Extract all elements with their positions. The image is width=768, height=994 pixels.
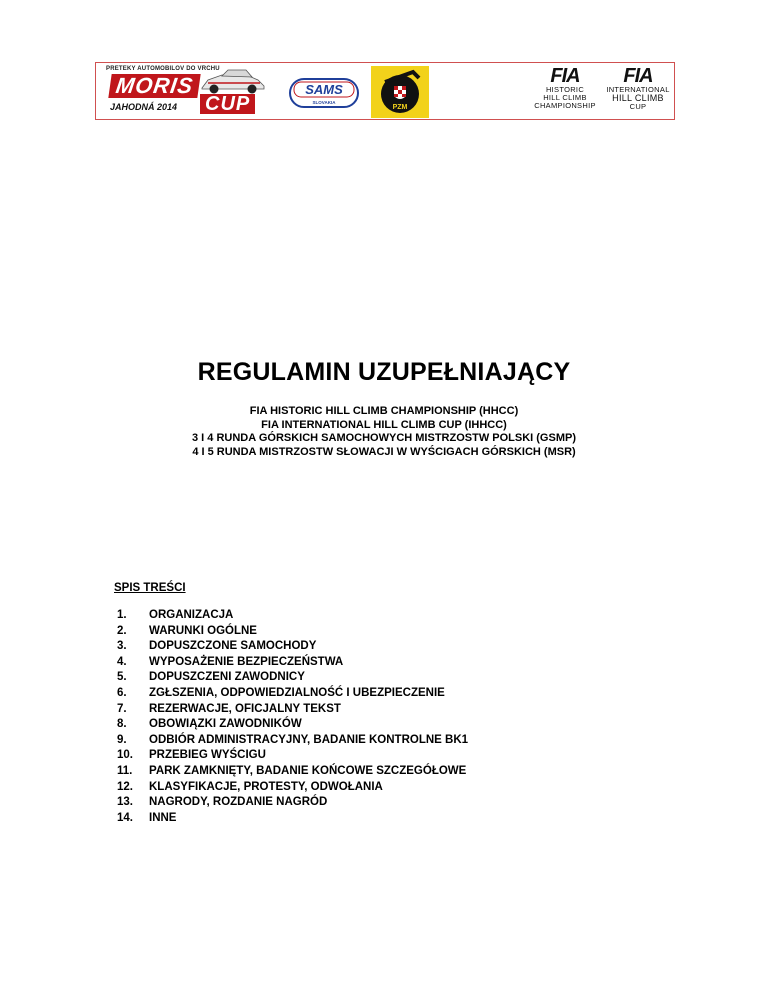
toc-label: INNE — [149, 811, 177, 824]
toc-label: DOPUSZCZENI ZAWODNICY — [149, 671, 305, 684]
toc-number: 2. — [117, 624, 127, 637]
subtitle-line: 3 I 4 RUNDA GÓRSKICH SAMOCHOWYCH MISTRZOSTW POLSKI (GSMP) — [192, 432, 576, 444]
subtitle-line: FIA HISTORIC HILL CLIMB CHAMPIONSHIP (HHCC) — [249, 405, 519, 417]
toc-number: 6. — [117, 686, 127, 699]
toc-label: DOPUSZCZONE SAMOCHODY — [149, 640, 317, 653]
toc-number: 9. — [117, 733, 127, 746]
moris-cup-logo — [102, 65, 282, 117]
cup-wordmark: CUP — [200, 94, 255, 114]
toc-label: WYPOSAŻENIE BEZPIECZEŃSTWA — [149, 655, 344, 668]
toc-item — [117, 811, 468, 827]
document-subtitles — [0, 405, 768, 459]
toc-heading: SPIS TREŚCI — [114, 582, 186, 594]
toc-label: ZGŁSZENIA, ODPOWIEDZIALNOŚĆ I UBEZPIECZENIE — [149, 686, 445, 699]
toc-item — [117, 686, 468, 702]
sams-logo-name: SAMS — [305, 82, 343, 97]
toc-number: 12. — [117, 780, 133, 793]
toc-label: WARUNKI OGÓLNE — [149, 624, 257, 637]
toc-number: 13. — [117, 796, 133, 809]
toc-label: ORGANIZACJA — [149, 609, 234, 621]
fia-logo-line: CUP — [629, 102, 647, 111]
toc-item — [117, 795, 468, 811]
toc-item — [117, 717, 468, 733]
toc-label: ODBIÓR ADMINISTRACYJNY, BADANIE KONTROLNE BK1 — [149, 733, 469, 746]
sams-logo-country: SLOVAKIA — [312, 100, 336, 105]
toc-item — [117, 670, 468, 686]
pzm-logo-name: PZM — [392, 104, 408, 111]
toc-label: NAGRODY, ROZDANIE NAGRÓD — [149, 796, 328, 809]
toc-number: 1. — [117, 609, 127, 621]
fia-logo-line: HISTORIC — [545, 85, 585, 94]
toc-item — [117, 702, 468, 718]
moris-event-name: JAHODNÁ 2014 — [110, 102, 178, 112]
subtitle-line: 4 I 5 RUNDA MISTRZOSTW SŁOWACJI W WYŚCIGACH GÓRSKICH (MSR) — [192, 445, 576, 458]
sponsor-banner — [95, 62, 675, 120]
toc-item — [117, 639, 468, 655]
toc-item — [117, 608, 468, 624]
fia-wordmark: FIA — [550, 65, 580, 87]
toc-number: 3. — [117, 640, 127, 653]
toc-item — [117, 655, 468, 671]
sams-slovakia-logo — [289, 78, 359, 108]
fia-logo-line: HILL CLIMB — [612, 93, 664, 103]
toc-label: PARK ZAMKNIĘTY, BADANIE KOŃCOWE SZCZEGÓŁOWE — [149, 764, 467, 777]
toc-label: KLASYFIKACJE, PROTESTY, ODWOŁANIA — [149, 780, 383, 793]
toc-label: OBOWIĄZKI ZAWODNIKÓW — [149, 718, 302, 731]
toc-number: 8. — [117, 718, 127, 731]
fia-logo-line: CHAMPIONSHIP — [534, 101, 596, 110]
fia-logo-line: INTERNATIONAL — [606, 85, 670, 94]
toc-item — [117, 624, 468, 640]
toc-label: PRZEBIEG WYŚCIGU — [149, 749, 266, 762]
toc-number: 7. — [117, 702, 127, 715]
subtitle-line: FIA INTERNATIONAL HILL CLIMB CUP (IHHCC) — [261, 418, 507, 431]
toc-label: REZERWACJE, OFICJALNY TEKST — [149, 702, 341, 715]
fia-wordmark: FIA — [623, 65, 653, 87]
toc-number: 10. — [117, 749, 133, 762]
moris-cup-tagline: PRETEKY AUTOMOBILOV DO VRCHU — [106, 66, 220, 72]
toc-item — [117, 748, 468, 764]
fia-logo-line: HILL CLIMB — [543, 93, 587, 102]
toc-number: 5. — [117, 671, 127, 684]
document-title: REGULAMIN UZUPEŁNIAJĄCY — [197, 358, 571, 386]
fia-international-hill-climb-cup-logo — [604, 66, 672, 118]
rally-car-icon — [198, 68, 268, 94]
table-of-contents — [117, 608, 468, 826]
toc-number: 14. — [117, 811, 133, 824]
toc-item — [117, 780, 468, 796]
toc-number: 11. — [117, 764, 133, 777]
pzm-logo — [371, 66, 429, 118]
toc-number: 4. — [117, 655, 127, 668]
toc-item — [117, 733, 468, 749]
toc-item — [117, 764, 468, 780]
moris-wordmark: MORIS — [108, 74, 200, 98]
fia-historic-hill-climb-logo — [531, 66, 599, 118]
